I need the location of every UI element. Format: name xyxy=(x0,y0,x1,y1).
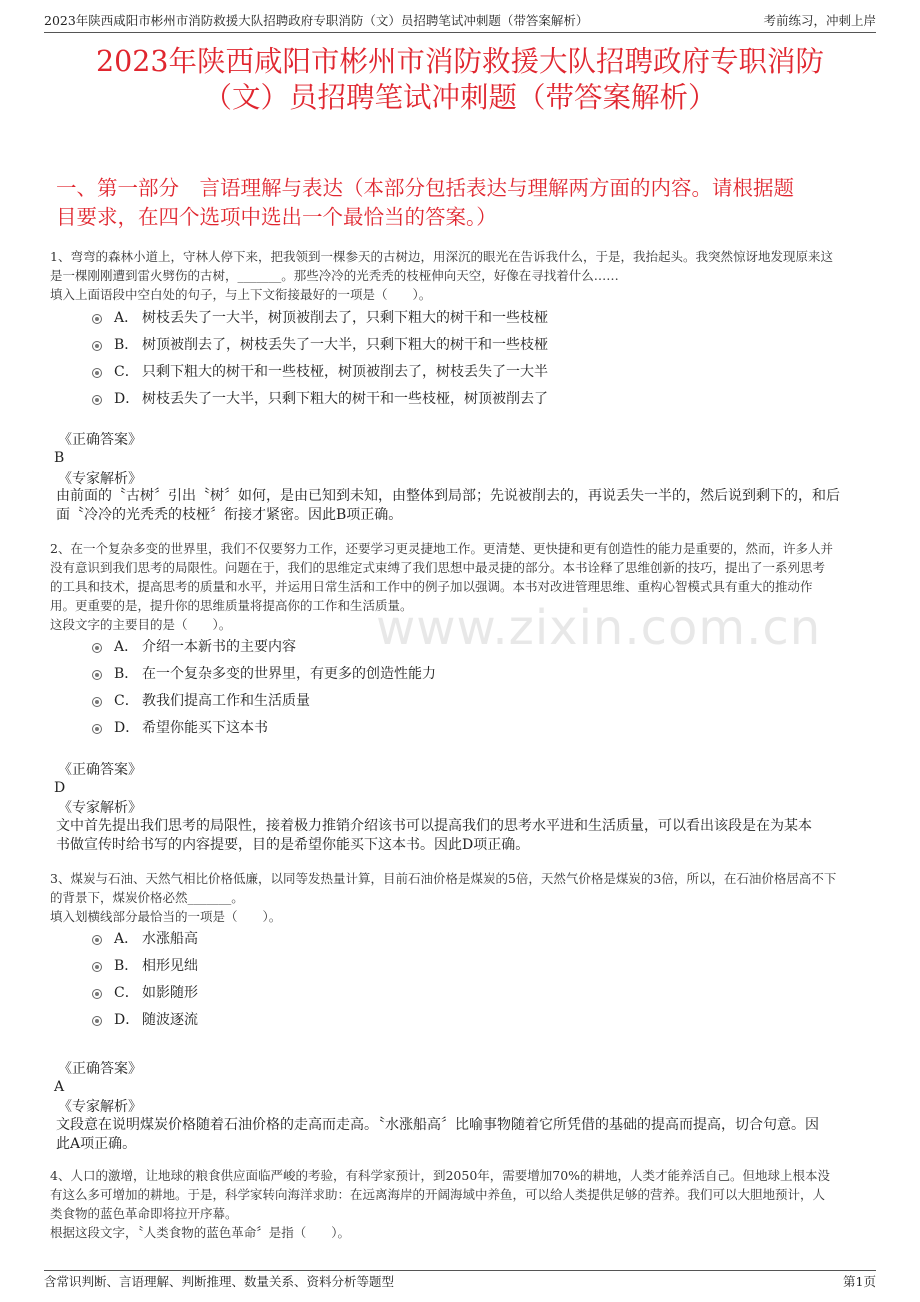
option-letter: C． xyxy=(114,364,139,380)
radio-icon[interactable] xyxy=(92,314,102,324)
radio-icon[interactable] xyxy=(92,697,102,707)
option-text: 只剩下粗大的树干和一些枝桠，树顶被削去了，树枝丢失了一大半 xyxy=(142,364,548,380)
section-heading-line-2: 目要求，在四个选项中选出一个最恰当的答案。） xyxy=(56,205,497,229)
stem-line: 有这么多可增加的耕地。于是，科学家转向海洋求助：在远离海岸的开阔海域中养鱼，可以给人类提供足够的营养。我们可以大胆地预计，人 xyxy=(50,1187,826,1202)
radio-icon[interactable] xyxy=(92,935,102,945)
radio-icon[interactable] xyxy=(92,962,102,972)
answer-value: A xyxy=(54,1079,65,1095)
option-text: 希望你能买下这本书 xyxy=(142,720,268,736)
stem-line: 的背景下，煤炭价格必然_______。 xyxy=(50,890,244,905)
option-b[interactable] xyxy=(92,661,860,688)
option-letter: D． xyxy=(114,391,140,407)
radio-icon[interactable] xyxy=(92,395,102,405)
option-text: 相形见绌 xyxy=(142,958,198,974)
question-1-options xyxy=(92,305,860,413)
option-a[interactable] xyxy=(92,926,860,953)
question-4-stem xyxy=(50,1166,868,1242)
option-d[interactable] xyxy=(92,1007,860,1034)
radio-icon[interactable] xyxy=(92,643,102,653)
document-title-line-1: 2023年陕西咸阳市彬州市消防救援大队招聘政府专职消防 xyxy=(95,45,825,78)
analysis-line: 此A项正确。 xyxy=(56,1136,137,1152)
question-1-analysis xyxy=(56,487,862,525)
stem-line: 填入上面语段中空白处的句子，与上下文衔接最好的一项是（ ）。 xyxy=(50,287,432,302)
analysis-line: 文段意在说明煤炭价格随着石油价格的走高而走高。〝水涨船高〞比喻事物随着它所凭借的基础的提高而提高，切合句意。因 xyxy=(56,1117,819,1133)
stem-line: 根据这段文字，〝人类食物的蓝色革命〞是指（ ）。 xyxy=(50,1225,351,1240)
question-1-stem xyxy=(50,247,868,304)
watermark: www.zixin.com.cn xyxy=(376,600,822,656)
option-letter: A． xyxy=(114,931,139,947)
option-text: 教我们提高工作和生活质量 xyxy=(142,693,310,709)
option-letter: B． xyxy=(114,666,139,682)
answer-label: 《正确答案》 xyxy=(58,432,142,448)
option-text: 树枝丢失了一大半，只剩下粗大的树干和一些枝桠，树顶被削去了 xyxy=(142,391,548,407)
stem-line: 3、煤炭与石油、天然气相比价格低廉，以同等发热量计算，目前石油价格是煤炭的5倍，天然气价格是煤炭的3倍，所以，在石油价格居高不下 xyxy=(50,871,837,886)
section-heading-line-1: 一、第一部分 言语理解与表达（本部分包括表达与理解两方面的内容。请根据题 xyxy=(56,176,794,200)
radio-icon[interactable] xyxy=(92,989,102,999)
analysis-label: 《专家解析》 xyxy=(58,1099,142,1115)
analysis-line: 文中首先提出我们思考的局限性，接着极力推销介绍该书可以提高我们的思考水平进和生活质量，可以看出该段是在为某本 xyxy=(56,818,812,834)
question-3-analysis xyxy=(56,1116,862,1154)
question-3-stem xyxy=(50,869,868,926)
stem-line: 没有意识到我们思考的局限性。问题在于，我们的思维定式束缚了我们思想中最灵捷的部分。本书诠释了思维创新的技巧，提出了一系列思考 xyxy=(50,560,826,575)
document-title xyxy=(50,44,870,116)
stem-line: 填入划横线部分最恰当的一项是（ ）。 xyxy=(50,909,282,924)
option-a[interactable] xyxy=(92,305,860,332)
option-d[interactable] xyxy=(92,715,860,742)
stem-line: 的工具和技术，提高思考的质量和水平，并运用日常生活和工作中的例子加以强调。本书对改进管理思维、重构心智模式具有重大的推动作 xyxy=(50,579,813,594)
stem-line: 是一棵刚刚遭到雷火劈伤的古树，_______。那些冷冷的光秃秃的枝桠伸向天空，好像在寻找着什么…… xyxy=(50,268,619,283)
analysis-line: 由前面的〝古树〞引出〝树〞如何，是由已知到未知，由整体到局部；先说被削去的，再说丢失一半的，然后说到剩下的，和后 xyxy=(56,488,840,504)
answer-label: 《正确答案》 xyxy=(58,1061,142,1077)
footer-description: 含常识判断、言语理解、判断推理、数量关系、资料分析等题型 xyxy=(44,1274,395,1289)
option-letter: D． xyxy=(114,1012,140,1028)
option-letter: B． xyxy=(114,337,139,353)
radio-icon[interactable] xyxy=(92,670,102,680)
radio-icon[interactable] xyxy=(92,341,102,351)
stem-line: 用。更重要的是，提升你的思维质量将提高你的工作和生活质量。 xyxy=(50,598,413,613)
option-c[interactable] xyxy=(92,359,860,386)
section-heading xyxy=(56,174,864,232)
header-doc-title: 2023年陕西咸阳市彬州市消防救援大队招聘政府专职消防（文）员招聘笔试冲刺题（带答案解析） xyxy=(44,13,589,28)
option-b[interactable] xyxy=(92,953,860,980)
option-letter: D． xyxy=(114,720,140,736)
radio-icon[interactable] xyxy=(92,368,102,378)
option-text: 在一个复杂多变的世界里，有更多的创造性能力 xyxy=(142,666,436,682)
question-3-options xyxy=(92,926,860,1034)
option-text: 随波逐流 xyxy=(142,1012,198,1028)
analysis-line: 书做宣传时给书写的内容提要，目的是希望你能买下这本书。因此D项正确。 xyxy=(56,837,530,853)
option-c[interactable] xyxy=(92,688,860,715)
option-text: 如影随形 xyxy=(142,985,198,1001)
header-slogan: 考前练习，冲刺上岸 xyxy=(763,13,876,28)
answer-value: D xyxy=(54,780,66,796)
stem-line: 1、弯弯的森林小道上，守林人停下来，把我领到一棵参天的古树边，用深沉的眼光在告诉我什么，于是，我抬起头。我突然惊讶地发现原来这 xyxy=(50,249,833,264)
stem-line: 2、在一个复杂多变的世界里，我们不仅要努力工作，还要学习更灵捷地工作。更清楚、更快捷和更有创造性的能力是重要的，然而，许多人并 xyxy=(50,541,833,556)
option-letter: C． xyxy=(114,693,139,709)
option-c[interactable] xyxy=(92,980,860,1007)
answer-value: B xyxy=(54,450,65,466)
option-letter: A． xyxy=(114,639,139,655)
option-text: 介绍一本新书的主要内容 xyxy=(142,639,296,655)
page-footer xyxy=(44,1270,876,1292)
option-letter: A． xyxy=(114,310,139,326)
analysis-label: 《专家解析》 xyxy=(58,471,142,487)
stem-line: 这段文字的主要目的是（ ）。 xyxy=(50,617,232,632)
document-title-line-2: （文）员招聘笔试冲刺题（带答案解析） xyxy=(203,81,717,114)
analysis-label: 《专家解析》 xyxy=(58,800,142,816)
stem-line: 类食物的蓝色革命即将拉开序幕。 xyxy=(50,1206,238,1221)
option-text: 水涨船高 xyxy=(142,931,198,947)
option-d[interactable] xyxy=(92,386,860,413)
page-number: 第1页 xyxy=(843,1274,876,1289)
radio-icon[interactable] xyxy=(92,724,102,734)
answer-label: 《正确答案》 xyxy=(58,762,142,778)
option-letter: B． xyxy=(114,958,139,974)
option-b[interactable] xyxy=(92,332,860,359)
page-header xyxy=(44,12,876,33)
question-2-analysis xyxy=(56,817,862,855)
analysis-line: 面〝冷冷的光秃秃的枝桠〞衔接才紧密。因此B项正确。 xyxy=(56,507,403,523)
option-text: 树顶被削去了，树枝丢失了一大半，只剩下粗大的树干和一些枝桠 xyxy=(142,337,548,353)
option-text: 树枝丢失了一大半，树顶被削去了，只剩下粗大的树干和一些枝桠 xyxy=(142,310,548,326)
option-letter: C． xyxy=(114,985,139,1001)
stem-line: 4、人口的激增，让地球的粮食供应面临严峻的考验，有科学家预计，到2050年，需要增加70%的耕地，人类才能养活自己。但地球上根本没 xyxy=(50,1168,831,1183)
radio-icon[interactable] xyxy=(92,1016,102,1026)
